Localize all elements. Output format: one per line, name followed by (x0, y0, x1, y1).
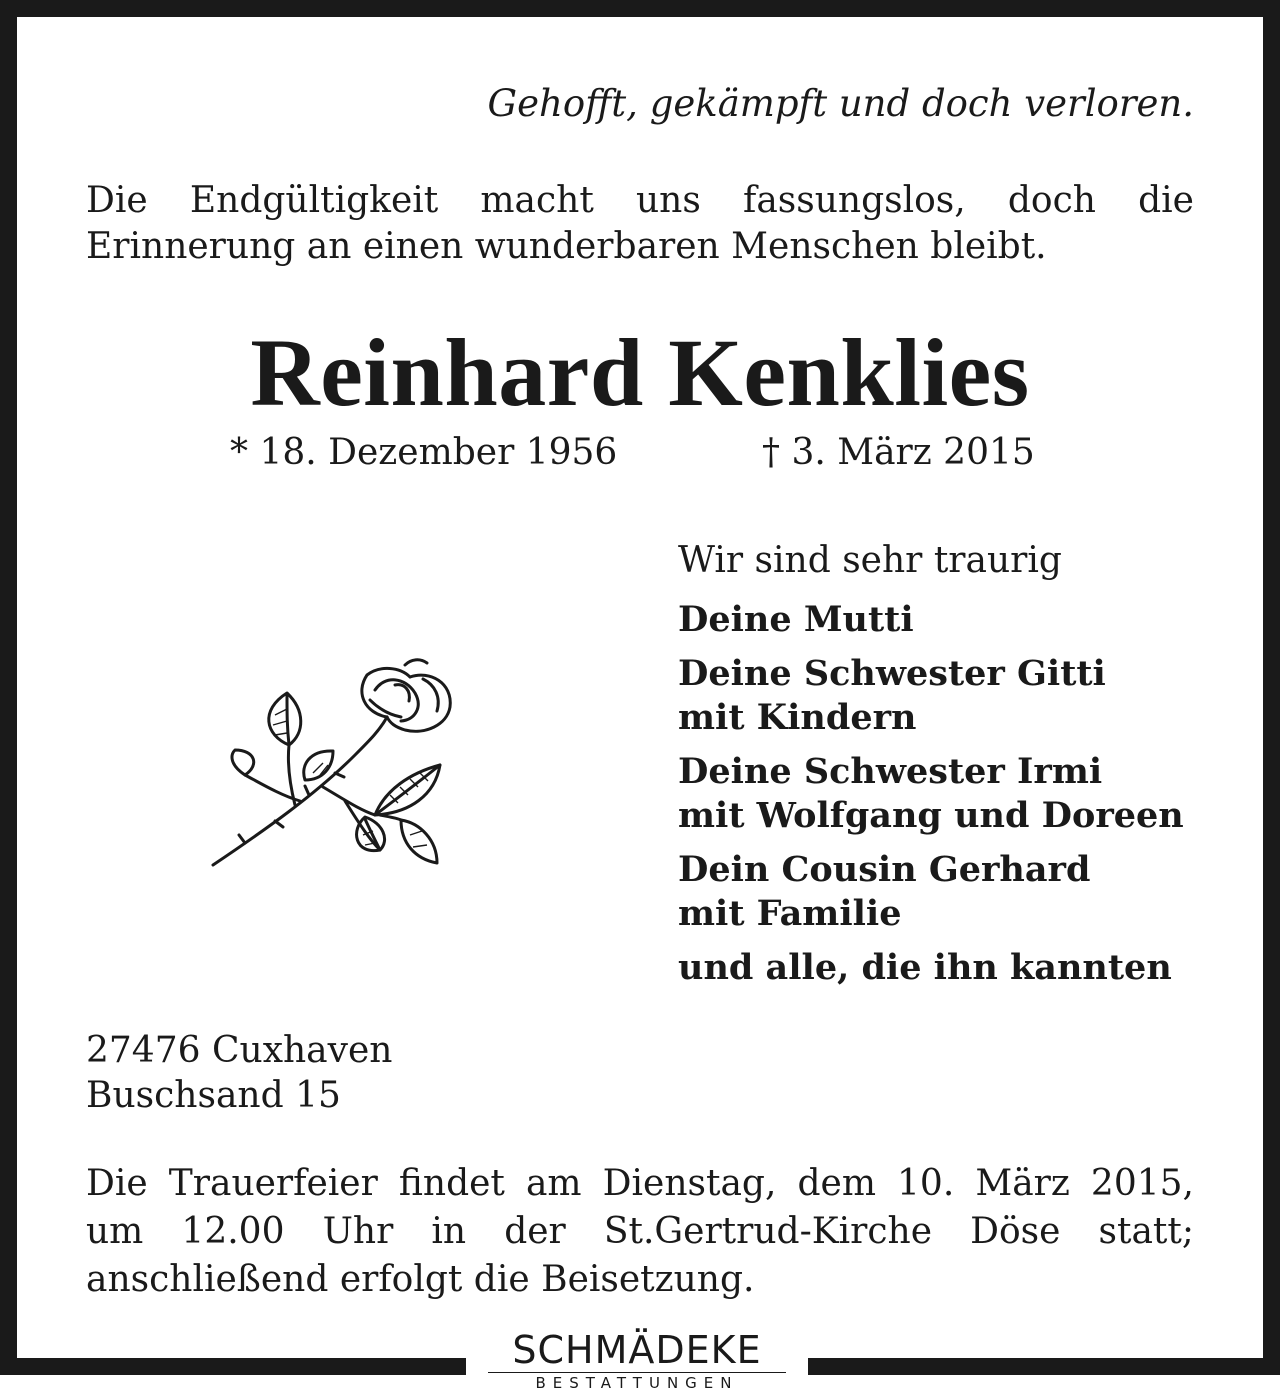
frame-border-top (0, 0, 1280, 17)
mourners-lead: Wir sind sehr traurig (678, 540, 1062, 581)
mourner-group (678, 598, 1218, 642)
mourner-line: und alle, die ihn kannten (678, 947, 1172, 988)
mourner-group (678, 750, 1218, 838)
rose-icon (205, 655, 465, 885)
mourner-line: mit Familie (678, 893, 902, 934)
service-line: anschließend erfolgt die Beisetzung. (86, 1259, 755, 1300)
mourner-group (678, 652, 1218, 740)
mourners-block (678, 538, 1218, 1000)
mourner-line: Dein Cousin Gerhard (678, 849, 1091, 890)
intro-line: Erinnerung an einen wunderbaren Menschen bleibt. (86, 226, 1047, 267)
birth-date: * 18. Dezember 1956 (230, 432, 618, 473)
intro-text (86, 178, 1194, 270)
service-info (86, 1160, 1194, 1304)
frame-border-bottom-right (808, 1358, 1280, 1375)
mourner-line: Deine Schwester Gitti (678, 653, 1106, 694)
logo-subtitle: BESTATTUNGEN (535, 1374, 739, 1392)
service-line: um 12.00 Uhr in der St.Gertrud-Kirche Döse statt; (86, 1211, 1194, 1252)
intro-line: Die Endgültigkeit macht uns fassungslos, doch die (86, 180, 1194, 221)
mourner-group (678, 946, 1218, 990)
mourner-line: Deine Schwester Irmi (678, 751, 1103, 792)
service-line: Die Trauerfeier findet am Dienstag, dem 10. März 2015, (86, 1163, 1194, 1204)
mourner-line: mit Kindern (678, 697, 917, 738)
motto: Gehofft, gekämpft und doch verloren. (487, 82, 1194, 125)
mourner-line: Deine Mutti (678, 599, 914, 640)
deceased-name: Reinhard Kenklies (250, 319, 1030, 426)
address-street: Buschsand 15 (86, 1075, 341, 1116)
death-date: † 3. März 2015 (762, 432, 1035, 473)
logo-brand: SCHMÄDEKE (512, 1328, 762, 1372)
funeral-home-logo (466, 1328, 808, 1393)
address (86, 1028, 392, 1118)
address-city: 27476 Cuxhaven (86, 1030, 393, 1071)
frame-border-bottom-left (0, 1358, 466, 1375)
frame-border-left (0, 0, 17, 1375)
mourner-line: mit Wolfgang und Doreen (678, 795, 1184, 836)
mourner-group (678, 848, 1218, 936)
frame-border-right (1263, 0, 1280, 1375)
